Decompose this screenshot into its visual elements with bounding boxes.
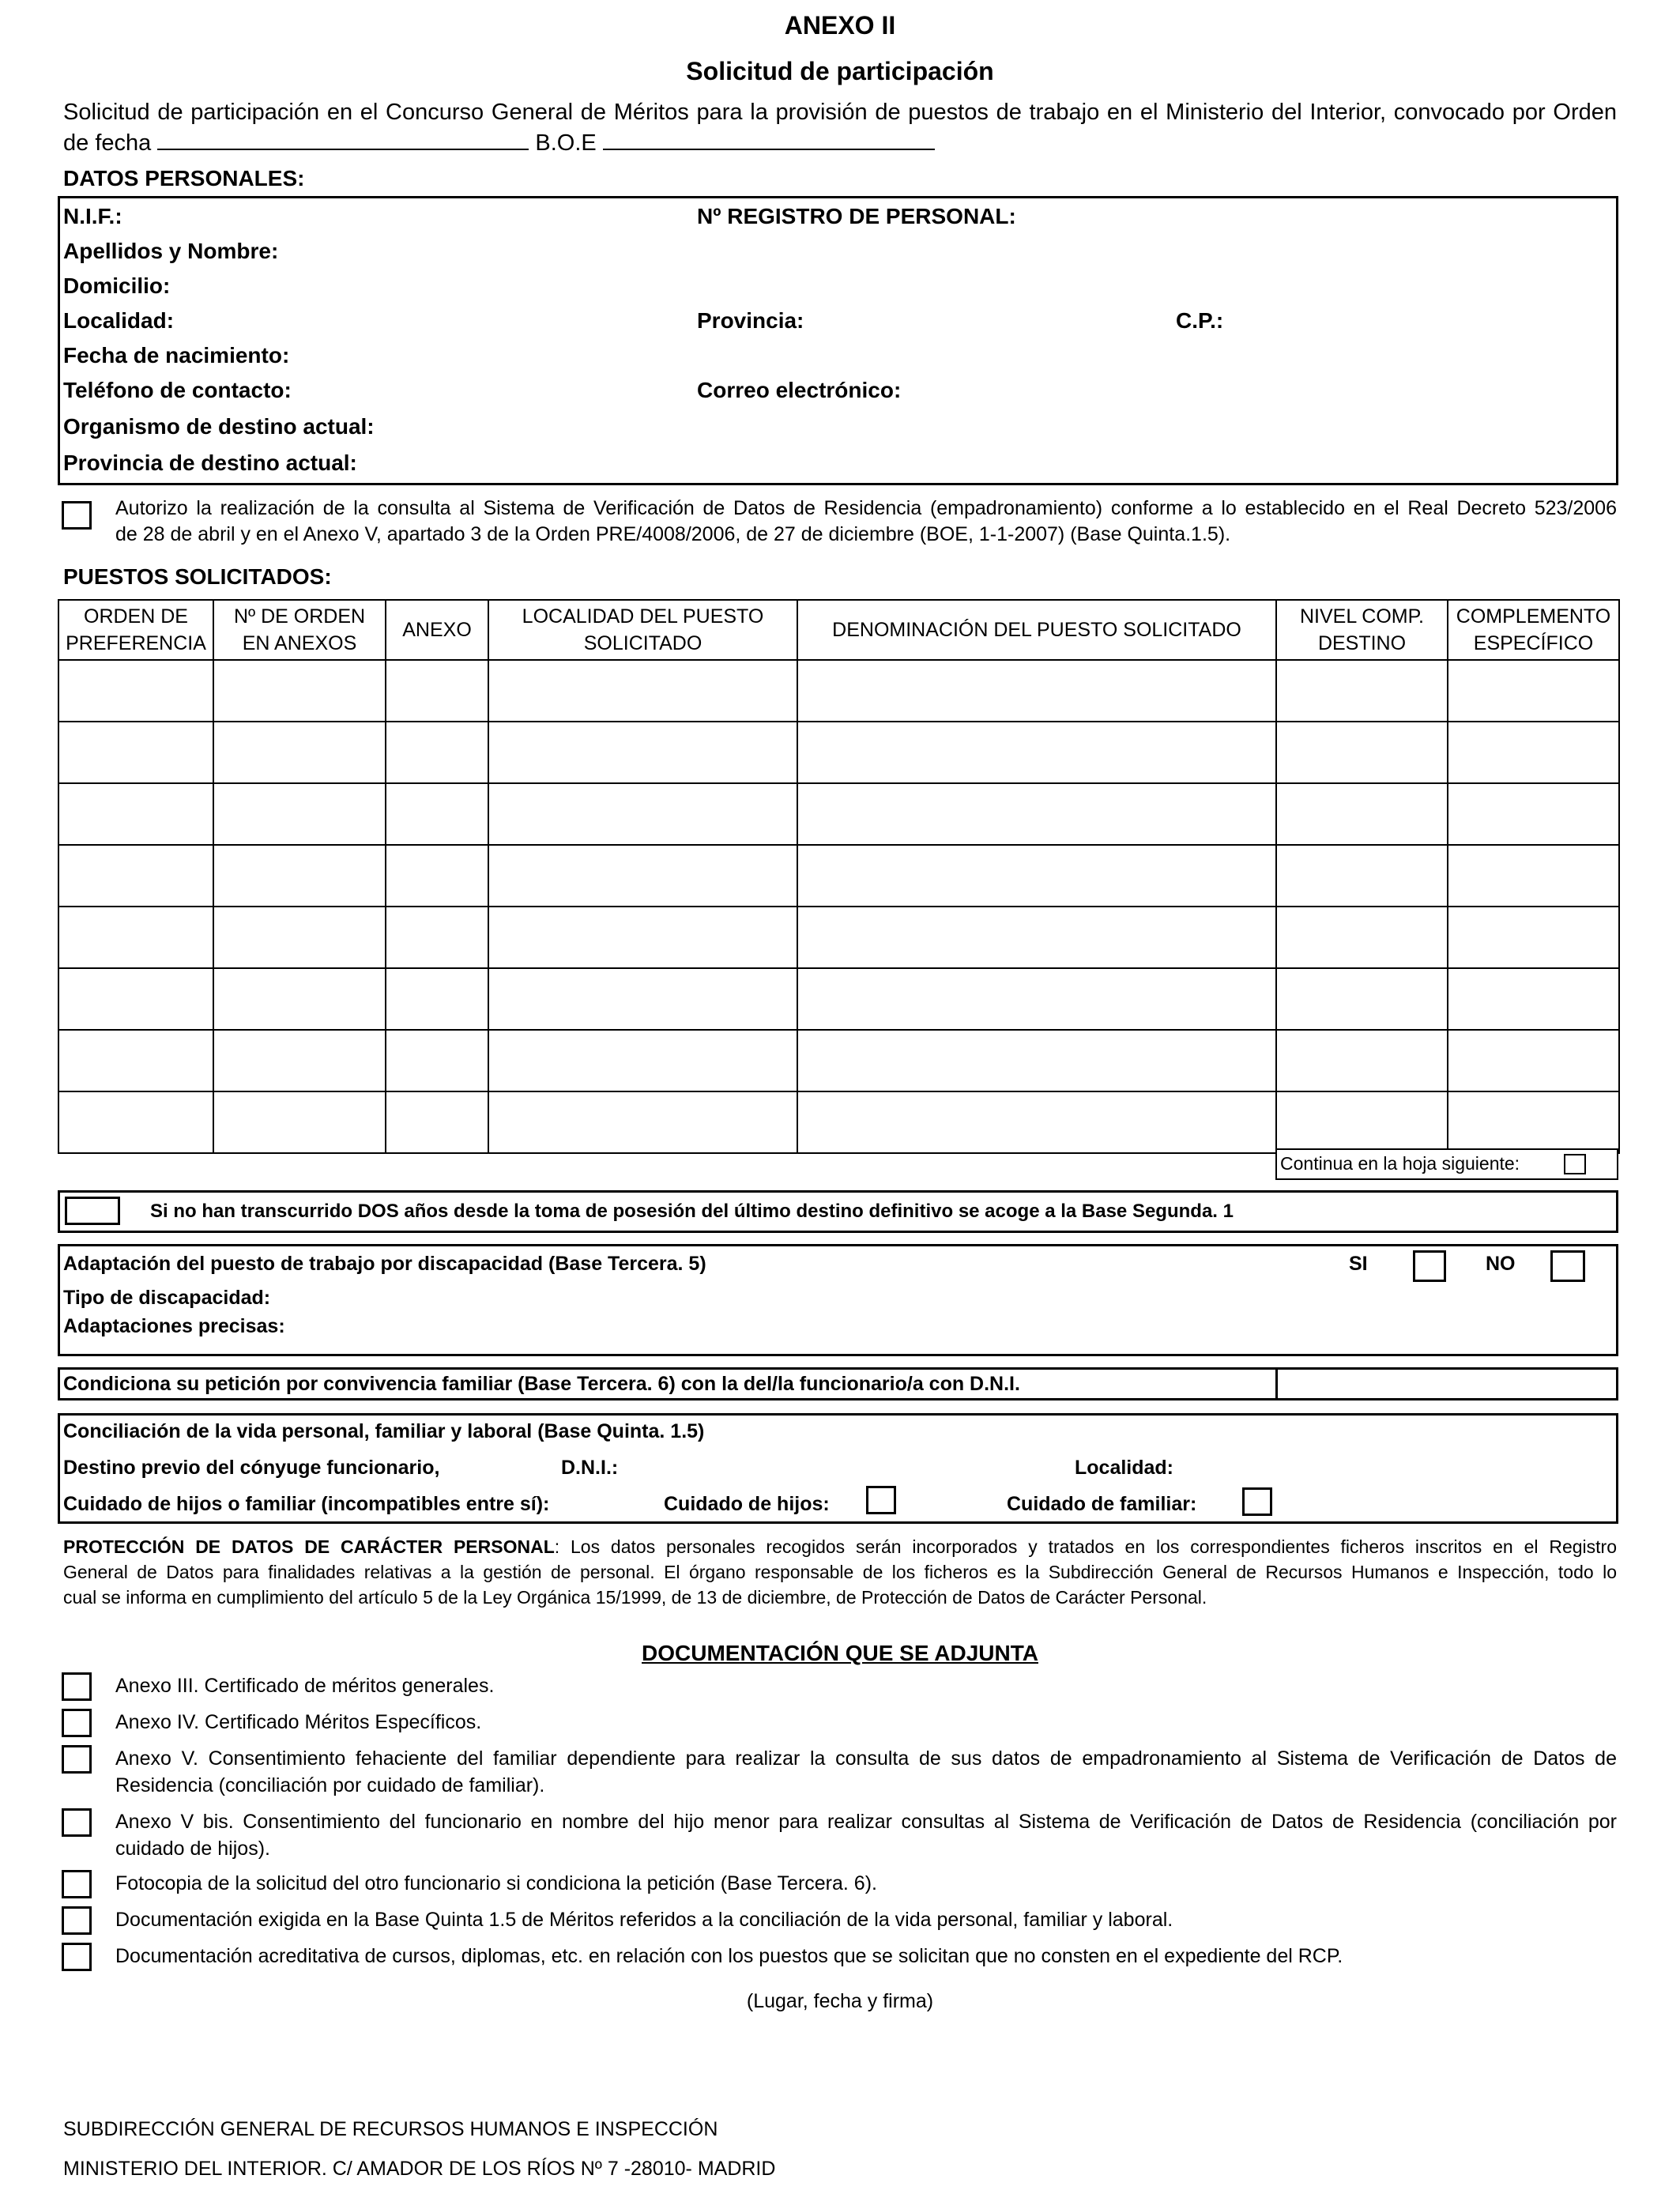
table-row [58, 1030, 1619, 1091]
conyuge-localidad-label: Localidad: [1075, 1457, 1174, 1479]
table-cell[interactable] [1276, 1091, 1448, 1153]
doc-item-anexo-v-bis-line-1: Anexo V bis. Consentimiento del funcionario en nombre del hijo menor para realizar consultas al Sistema de Verificación de Datos de Residencia (conciliación por [115, 1811, 1617, 1833]
table-cell[interactable] [1276, 722, 1448, 783]
cuidado-label: Cuidado de hijos o familiar (incompatibles entre sí): [63, 1493, 550, 1515]
discapacidad-si-label: SI [1349, 1253, 1368, 1275]
footer-line-1: SUBDIRECCIÓN GENERAL DE RECURSOS HUMANOS E INSPECCIÓN [63, 2118, 718, 2140]
table-cell[interactable] [386, 722, 488, 783]
table-cell[interactable] [1448, 660, 1619, 722]
form-title: Solicitud de participación [686, 57, 994, 85]
base-segunda-checkbox[interactable] [65, 1197, 120, 1225]
adaptaciones-label: Adaptaciones precisas: [63, 1315, 285, 1337]
convivencia-dni-field[interactable] [1280, 1370, 1615, 1397]
table-cell[interactable] [488, 845, 797, 907]
table-cell[interactable] [386, 845, 488, 907]
table-cell[interactable] [1276, 907, 1448, 968]
doc-item-anexo-iii: Anexo III. Certificado de méritos generales. [115, 1675, 495, 1697]
intro-line-2 [63, 130, 935, 156]
table-cell[interactable] [1448, 968, 1619, 1030]
continua-label: Continua en la hoja siguiente: [1280, 1153, 1520, 1174]
proteccion-line-2: General de Datos para finalidades relativas a la gestión de personal. El órgano responsable de los ficheros es la Subdirección General de Recursos Humanos e Inspección, todo lo [63, 1562, 1617, 1582]
col-anexo: ANEXO [386, 600, 488, 660]
discapacidad-title: Adaptación del puesto de trabajo por discapacidad (Base Tercera. 5) [63, 1253, 706, 1275]
cuidado-familiar-checkbox[interactable] [1242, 1487, 1272, 1516]
proteccion-text-1: : Los datos personales recogidos serán incorporados y tratados en los correspondientes ficheros inscritos en el Registro [554, 1536, 1617, 1557]
table-cell[interactable] [797, 968, 1276, 1030]
table-cell[interactable] [1448, 1030, 1619, 1091]
provincia-label: Provincia: [697, 308, 804, 333]
doc-item-anexo-v-bis-line-2: cuidado de hijos). [115, 1838, 270, 1860]
doc-checkbox-base-quinta[interactable] [62, 1906, 92, 1935]
table-cell[interactable] [1276, 660, 1448, 722]
table-cell[interactable] [386, 783, 488, 845]
localidad-label: Localidad: [63, 308, 175, 333]
conciliacion-title: Conciliación de la vida personal, familiar y laboral (Base Quinta. 1.5) [63, 1420, 705, 1442]
table-cell[interactable] [797, 1091, 1276, 1153]
puestos-header-row [58, 600, 1619, 660]
table-cell[interactable] [58, 1030, 213, 1091]
personal-data-box [58, 196, 1618, 485]
table-cell[interactable] [58, 845, 213, 907]
table-cell[interactable] [488, 722, 797, 783]
table-cell[interactable] [213, 845, 386, 907]
table-cell[interactable] [58, 968, 213, 1030]
table-cell[interactable] [58, 907, 213, 968]
date-blank-line[interactable] [157, 130, 529, 150]
proteccion-line-3: cual se informa en cumplimiento del artículo 5 de la Ley Orgánica 15/1999, de 13 de diciembre, de Protección de Datos de Carácter Personal. [63, 1587, 1207, 1608]
doc-item-anexo-v-line-2: Residencia (conciliación por cuidado de familiar). [115, 1774, 545, 1796]
table-cell[interactable] [386, 968, 488, 1030]
table-cell[interactable] [386, 907, 488, 968]
doc-checkbox-anexo-iv[interactable] [62, 1709, 92, 1737]
table-cell[interactable] [58, 722, 213, 783]
cp-label: C.P.: [1176, 308, 1224, 333]
doc-item-cursos: Documentación acreditativa de cursos, diplomas, etc. en relación con los puestos que se solicitan que no consten en el expediente del RCP. [115, 1945, 1343, 1967]
table-cell[interactable] [488, 783, 797, 845]
doc-checkbox-fotocopia[interactable] [62, 1870, 92, 1898]
firma-label: (Lugar, fecha y firma) [746, 1990, 934, 2012]
telefono-label: Teléfono de contacto: [63, 378, 292, 402]
doc-item-base-quinta: Documentación exigida en la Base Quinta 1.5 de Méritos referidos a la conciliación de la vida personal, familiar y laboral. [115, 1909, 1173, 1931]
table-cell[interactable] [1448, 1091, 1619, 1153]
intro-boe-label: B.O.E [535, 130, 597, 156]
table-cell[interactable] [1276, 1030, 1448, 1091]
apellidos-label: Apellidos y Nombre: [63, 239, 279, 263]
table-cell[interactable] [488, 660, 797, 722]
footer-line-2: MINISTERIO DEL INTERIOR. C/ AMADOR DE LOS RÍOS Nº 7 -28010- MADRID [63, 2158, 776, 2180]
annex-title: ANEXO II [784, 11, 896, 40]
table-cell[interactable] [488, 968, 797, 1030]
table-cell[interactable] [797, 783, 1276, 845]
table-row [58, 968, 1619, 1030]
table-cell[interactable] [1448, 783, 1619, 845]
cuidado-familiar-label: Cuidado de familiar: [1007, 1493, 1197, 1515]
conyuge-dni-label: D.N.I.: [561, 1457, 619, 1479]
boe-blank-line[interactable] [603, 130, 935, 150]
organismo-label: Organismo de destino actual: [63, 414, 375, 439]
registro-label: Nº REGISTRO DE PERSONAL: [697, 204, 1016, 228]
consent-line-1: Autorizo la realización de la consulta al Sistema de Verificación de Datos de Residencia (empadronamiento) conforme a lo establecido en el Real Decreto 523/2006 [115, 497, 1617, 519]
table-cell[interactable] [488, 1030, 797, 1091]
personal-section-title: DATOS PERSONALES: [63, 166, 305, 190]
table-cell[interactable] [213, 907, 386, 968]
doc-item-anexo-iv: Anexo IV. Certificado Méritos Específicos. [115, 1711, 482, 1733]
domicilio-label: Domicilio: [63, 273, 171, 298]
col-nivel: NIVEL COMP. DESTINO [1276, 600, 1448, 660]
table-cell[interactable] [58, 783, 213, 845]
nif-label: N.I.F.: [63, 204, 122, 228]
tipo-discapacidad-label: Tipo de discapacidad: [63, 1287, 271, 1309]
table-cell[interactable] [213, 968, 386, 1030]
col-localidad: LOCALIDAD DEL PUESTO SOLICITADO [488, 600, 797, 660]
table-cell[interactable] [213, 722, 386, 783]
intro-date-label: de fecha [63, 130, 152, 156]
table-cell[interactable] [488, 1091, 797, 1153]
proteccion-title: PROTECCIÓN DE DATOS DE CARÁCTER PERSONAL [63, 1536, 555, 1557]
table-row [58, 907, 1619, 968]
table-cell[interactable] [58, 1091, 213, 1153]
intro-line-1: Solicitud de participación en el Concurso General de Méritos para la provisión de puestos de trabajo en el Ministerio del Interior, convocado por Orden [63, 100, 1617, 125]
table-cell[interactable] [1276, 783, 1448, 845]
table-cell[interactable] [797, 722, 1276, 783]
doc-checkbox-anexo-v[interactable] [62, 1745, 92, 1774]
discapacidad-no-label: NO [1486, 1253, 1516, 1275]
proteccion-line-1 [63, 1536, 1617, 1558]
table-cell[interactable] [1276, 968, 1448, 1030]
discapacidad-si-checkbox[interactable] [1413, 1250, 1446, 1282]
table-cell[interactable] [213, 1030, 386, 1091]
col-complemento: COMPLEMENTO ESPECÍFICO [1448, 600, 1619, 660]
table-cell[interactable] [386, 1091, 488, 1153]
table-row [58, 660, 1619, 722]
nacimiento-label: Fecha de nacimiento: [63, 343, 290, 368]
table-cell[interactable] [213, 783, 386, 845]
consent-checkbox[interactable] [62, 501, 92, 530]
table-cell[interactable] [1448, 845, 1619, 907]
col-numero-orden: Nº DE ORDEN EN ANEXOS [213, 600, 386, 660]
doc-checkbox-anexo-v-bis[interactable] [62, 1808, 92, 1837]
doc-checkbox-cursos[interactable] [62, 1943, 92, 1971]
correo-label: Correo electrónico: [697, 378, 902, 402]
table-row [58, 1091, 1619, 1153]
puestos-table [58, 599, 1620, 1154]
col-denominacion: DENOMINACIÓN DEL PUESTO SOLICITADO [797, 600, 1276, 660]
table-cell[interactable] [797, 1030, 1276, 1091]
table-cell[interactable] [488, 907, 797, 968]
documentacion-title: DOCUMENTACIÓN QUE SE ADJUNTA [642, 1641, 1038, 1665]
table-cell[interactable] [213, 1091, 386, 1153]
table-cell[interactable] [1448, 722, 1619, 783]
destino-conyuge-label: Destino previo del cónyuge funcionario, [63, 1457, 440, 1479]
doc-checkbox-anexo-iii[interactable] [62, 1672, 92, 1701]
table-row [58, 783, 1619, 845]
doc-item-fotocopia: Fotocopia de la solicitud del otro funcionario si condiciona la petición (Base Tercera. 6). [115, 1872, 877, 1894]
table-cell[interactable] [1448, 907, 1619, 968]
discapacidad-no-checkbox[interactable] [1550, 1250, 1585, 1282]
provincia-destino-label: Provincia de destino actual: [63, 450, 357, 475]
table-cell[interactable] [386, 660, 488, 722]
table-cell[interactable] [213, 660, 386, 722]
table-row [58, 722, 1619, 783]
table-cell[interactable] [58, 660, 213, 722]
continua-checkbox[interactable] [1564, 1154, 1586, 1174]
table-cell[interactable] [386, 1030, 488, 1091]
cuidado-hijos-label: Cuidado de hijos: [664, 1493, 830, 1515]
convivencia-label: Condiciona su petición por convivencia familiar (Base Tercera. 6) con la del/la funcionario/a con D.N.I. [63, 1373, 1020, 1395]
table-cell[interactable] [797, 907, 1276, 968]
table-row [58, 845, 1619, 907]
cuidado-hijos-checkbox[interactable] [866, 1486, 896, 1514]
puestos-section-title: PUESTOS SOLICITADOS: [63, 564, 332, 589]
base-segunda-label: Si no han transcurrido DOS años desde la toma de posesión del último destino definitivo se acoge a la Base Segunda. 1 [150, 1201, 1234, 1222]
table-cell[interactable] [1276, 845, 1448, 907]
col-orden-preferencia: ORDEN DE PREFERENCIA [58, 600, 213, 660]
consent-line-2: de 28 de abril y en el Anexo V, apartado 3 de la Orden PRE/4008/2006, de 27 de diciembre (BOE, 1-1-2007) (Base Quinta.1.5). [115, 523, 1231, 545]
table-cell[interactable] [797, 845, 1276, 907]
doc-item-anexo-v-line-1: Anexo V. Consentimiento fehaciente del familiar dependiente para realizar la consulta de sus datos de empadronamiento al Sistema de Verificación de Datos de [115, 1747, 1617, 1770]
convivencia-divider [1275, 1367, 1278, 1400]
table-cell[interactable] [797, 660, 1276, 722]
puestos-body [58, 660, 1619, 1153]
